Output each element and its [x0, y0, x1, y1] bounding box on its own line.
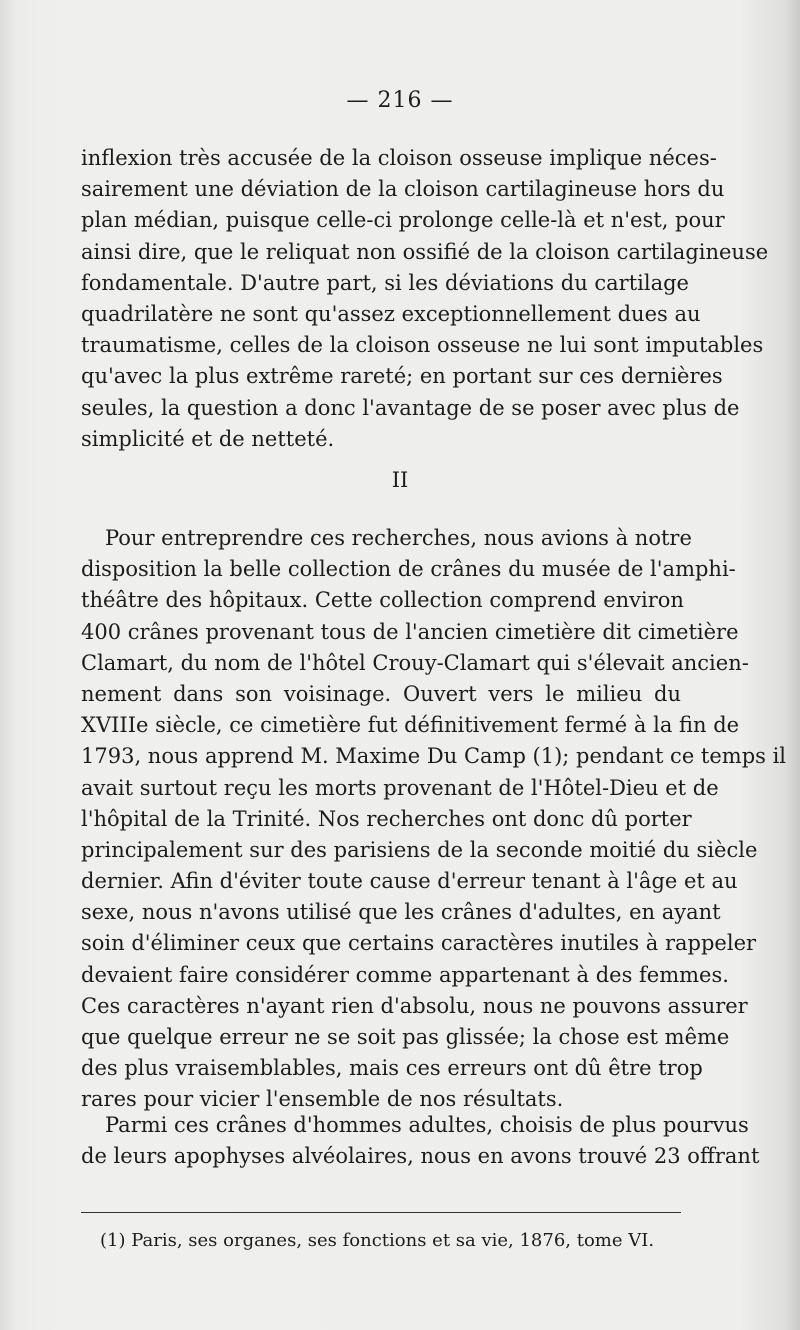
footnote-divider	[81, 1212, 681, 1213]
text-line: plan médian, puisque celle-ci prolonge celle-là et n'est, pour	[81, 208, 725, 233]
text-line: nement dans son voisinage. Ouvert vers le milieu du	[81, 681, 681, 706]
text-line: Clamart, du nom de l'hôtel Crouy-Clamart qui s'élevait ancien-	[81, 650, 749, 675]
text-line: XVIIIe siècle, ce cimetière fut définitivement fermé à la fin de	[81, 713, 740, 738]
paragraph-2	[81, 523, 787, 1116]
text-line: théâtre des hôpitaux. Cette collection comprend environ	[81, 588, 684, 613]
text-line: sairement une déviation de la cloison cartilagineuse hors du	[81, 177, 725, 202]
page-number: — 216 —	[346, 88, 454, 113]
text-line: Parmi ces crânes d'hommes adultes, choisis de plus pourvus	[105, 1113, 749, 1137]
text-line: qu'avec la plus extrême rareté; en portant sur ces dernières	[81, 364, 723, 389]
text-line: Pour entreprendre ces recherches, nous avions à notre	[105, 526, 692, 550]
text-line: Ces caractères n'ayant rien d'absolu, nous ne pouvons assurer	[81, 993, 748, 1018]
text-line: devaient faire considérer comme appartenant à des femmes.	[81, 962, 729, 987]
text-line: soin d'éliminer ceux que certains caractères inutiles à rappeler	[81, 931, 757, 956]
text-line: de leurs apophyses alvéolaires, nous en avons trouvé 23 offrant	[81, 1144, 760, 1169]
text-line: traumatisme, celles de la cloison osseuse ne lui sont imputables	[81, 333, 764, 358]
text-line: sexe, nous n'avons utilisé que les crânes d'adultes, en ayant	[81, 900, 721, 925]
text-line: disposition la belle collection de crânes du musée de l'amphi-	[81, 557, 736, 582]
text-line: l'hôpital de la Trinité. Nos recherches ont donc dû porter	[81, 806, 692, 831]
footnote: (1) Paris, ses organes, ses fonctions et sa vie, 1876, tome VI.	[100, 1230, 655, 1251]
text-line: 1793, nous apprend M. Maxime Du Camp (1); pendant ce temps il	[81, 744, 787, 769]
text-line: seules, la question a donc l'avantage de se poser avec plus de	[81, 395, 740, 420]
text-line: principalement sur des parisiens de la seconde moitié du siècle	[81, 837, 758, 862]
text-line: rares pour vicier l'ensemble de nos résultats.	[81, 1087, 564, 1112]
section-heading: II	[391, 468, 409, 492]
text-line: 400 crânes provenant tous de l'ancien cimetière dit cimetière	[81, 619, 739, 644]
text-line: fondamentale. D'autre part, si les déviations du cartilage	[81, 270, 689, 295]
text-line: simplicité et de netteté.	[81, 426, 335, 451]
text-line: que quelque erreur ne se soit pas glissée; la chose est même	[81, 1025, 730, 1049]
paragraph-3	[81, 1110, 760, 1172]
text-line: avait surtout reçu les morts provenant de l'Hôtel-Dieu et de	[81, 775, 719, 800]
paragraph-1	[81, 143, 769, 455]
text-line: des plus vraisemblables, mais ces erreurs ont dû être trop	[81, 1056, 703, 1081]
text-line: ainsi dire, que le reliquat non ossifié de la cloison cartilagineuse	[81, 239, 769, 264]
text-line: quadrilatère ne sont qu'assez exceptionnellement dues au	[81, 301, 701, 326]
text-line: inflexion très accusée de la cloison osseuse implique néces-	[81, 146, 717, 170]
text-line: dernier. Afin d'éviter toute cause d'erreur tenant à l'âge et au	[81, 869, 738, 894]
